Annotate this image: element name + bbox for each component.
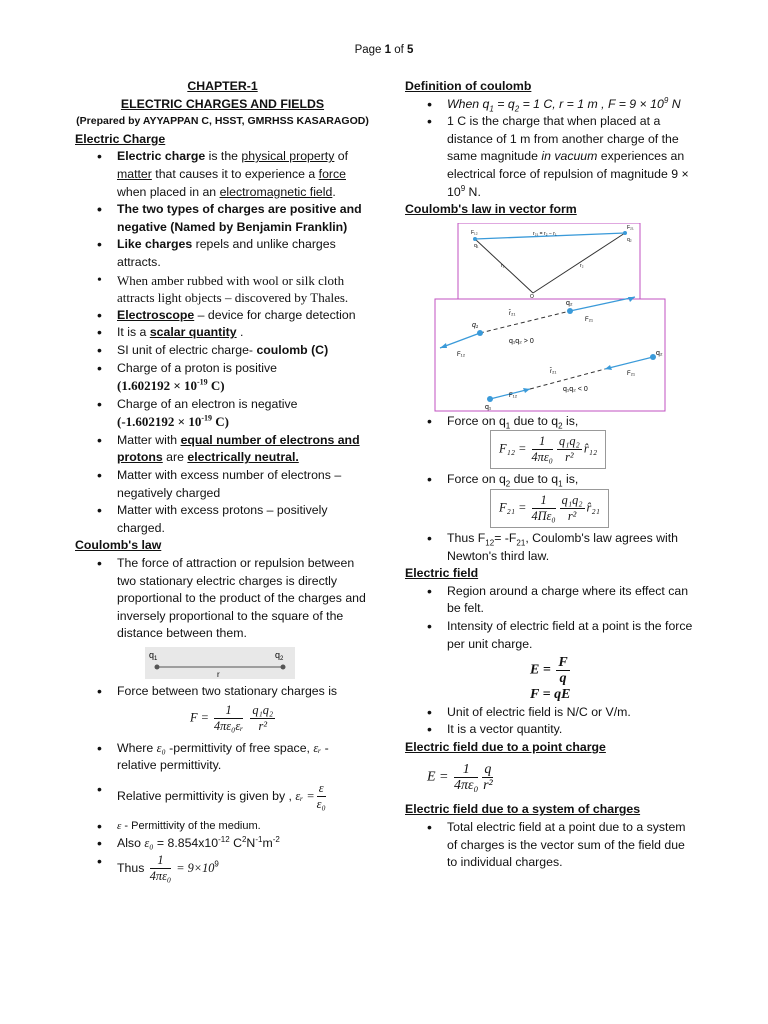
definition-list	[405, 96, 695, 202]
list-item: • It is a vector quantity.	[405, 721, 695, 739]
field-list	[405, 583, 695, 653]
label-condition-like: q₁q₂ > 0	[509, 337, 534, 345]
label-q1: q₁	[474, 242, 479, 249]
electric-charge-list	[75, 148, 370, 537]
label-r2: r₂	[580, 262, 584, 269]
list-item: • Region around a charge where its effect can be felt.	[405, 583, 695, 618]
equation-f12: F₁₂ = $\frac{1}{\text{4πε₀}}$ $\frac{\text{q₁q₂}}{\text{r²}}$ r̂₁₂	[490, 430, 695, 469]
list-item: • Charge of a proton is positive ($1.602192 \times 10^{-19}$ C)	[75, 360, 370, 396]
vector-list-3	[405, 530, 695, 565]
list-item: • Charge of an electron is negative ($-1.602192 \times 10^{-19}$ C)	[75, 396, 370, 432]
label-q2-bottom: q₂	[656, 349, 663, 357]
list-item: • Electric charge is the physical property of matter that causes it to experience a force when placed in an electromagnetic field.	[75, 148, 370, 201]
label-q2-top: q₂	[566, 299, 573, 307]
list-item: • Total electric field at a point due to a system of charges is the vector sum of the field due to individual charges.	[405, 819, 695, 872]
equation-e-equals-f-over-q: E = $\frac{F}{q}$	[530, 655, 568, 687]
list-item: • ε - Permittivity of the medium.	[75, 818, 370, 836]
chapter-label: CHAPTER-1	[187, 79, 258, 93]
label-r21-top: r̂₂₁	[509, 310, 516, 317]
equation-f21: F₂₁ = $\frac{1}{\text{4Πε₀}}$ $\frac{\text{q₁q₂}}{\text{r²}}$ r̂₂₁	[490, 489, 695, 528]
list-item: • Intensity of electric field at a point is the force per unit charge.	[405, 618, 695, 653]
label-f21-bottom: F₂₁	[627, 370, 636, 377]
list-item: • Force between two stationary charges is	[75, 683, 370, 701]
list-item: • Like charges repels and unlike charges attracts.	[75, 236, 370, 271]
right-column	[405, 78, 695, 872]
label-q1-top: q₁	[472, 321, 479, 329]
heading-electric-charge: Electric Charge	[75, 131, 166, 146]
arrowhead-f12-top	[440, 343, 447, 348]
vector-r2	[533, 230, 625, 293]
label-r21-bottom: r̂₂₁	[550, 368, 557, 375]
label-f12-top: F₁₂	[457, 351, 466, 358]
coulomb-list	[75, 555, 370, 643]
heading-electric-field: Electric field	[405, 566, 479, 581]
list-item: • Matter with excess protons – positively charged.	[75, 502, 370, 537]
heading-point-charge: Electric field due to a point charge	[405, 739, 606, 754]
vector-list	[405, 413, 695, 431]
link-electromagnetic-field[interactable]: electromagnetic field	[219, 184, 333, 199]
charge-q1-top	[477, 330, 483, 336]
list-item: • Unit of electric field is N/C or V/m.	[405, 704, 695, 722]
heading-definition-coulomb: Definition of coulomb	[405, 79, 532, 93]
left-column	[75, 78, 370, 884]
coulomb-list-2	[75, 683, 370, 701]
label-origin: O	[530, 293, 534, 300]
arrow-f21-bottom	[605, 357, 653, 369]
equation-point-charge-field: E = $\frac{1}{\text{4πε₀}}$ $\frac{q}{\text{r²}}$	[427, 762, 493, 794]
chapter-title: ELECTRIC CHARGES AND FIELDS	[120, 96, 325, 111]
label-q1: $q_1$	[149, 650, 158, 662]
label-f21-top: F₂₁	[585, 316, 594, 323]
label-q2: q₂	[627, 236, 632, 243]
list-item: • 1 C is the charge that when placed at a distance of 1 m from another charge of the same magnitude in vacuum experiences an electrical force of repulsion of magnitude $9 \times 10^9$ N.	[405, 113, 695, 201]
list-item: • Matter with excess number of electrons – negatively charged	[75, 467, 370, 502]
coulomb-list-3	[75, 740, 370, 884]
list-item: • Electroscope – device for charge detection	[75, 307, 370, 325]
list-item: • When $q_1 = q_2 = 1$ C, r = 1 m , $F = 9 \times 10^9$ N	[405, 96, 695, 114]
list-item: • Relative permittivity is given by , εᵣ = $\frac{\varepsilon}{\text{ε₀}}$	[75, 781, 370, 812]
vector-form-figures	[405, 223, 695, 413]
label-f12-bottom: F₁₂	[509, 392, 518, 399]
link-physical-property[interactable]: physical property	[241, 149, 335, 164]
list-item: • Also $\varepsilon_0 = 8.854x10^{-12}$ $C^2N^{-1}m^{-2}$	[75, 835, 370, 853]
list-item: • Force on $q_1$ due to $q_2$ is,	[405, 413, 695, 431]
label-r21: r₂₁ = r₂ − r₁	[533, 230, 557, 237]
heading-coulombs-law: Coulomb's law	[75, 538, 162, 553]
charge-q1	[473, 237, 477, 241]
list-item: • Thus $\frac{1}{\text{4πε₀}}$ = $9\times 10^9$	[75, 853, 370, 884]
label-condition-unlike: q₁q₂ < 0	[563, 385, 588, 393]
prepared-by: (Prepared by AYYAPPAN C, HSST, GMRHSS KASARAGOD)	[76, 115, 369, 128]
label-r1: r₁	[501, 262, 505, 269]
list-item: • It is a scalar quantity .	[75, 324, 370, 342]
list-item: • When amber rubbed with wool or silk cloth attracts light objects – discovered by Thales.	[75, 272, 370, 307]
heading-system-of-charges: Electric field due to a system of charges	[405, 802, 641, 817]
label-q2: $q_2$	[275, 650, 284, 662]
label-f12: F₁₂	[471, 229, 478, 236]
equation-f-equals-qe: F = qE	[530, 687, 571, 703]
field-list-2	[405, 704, 695, 739]
label-f21: F₂₁	[627, 224, 634, 231]
equation-coulomb-force: F = $\frac{1}{\text{4πε₀εᵣ}}$ $\frac{\text{q₁q₂}}{\text{r²}}$	[190, 702, 274, 733]
charge-q2-top	[567, 308, 573, 314]
link-matter[interactable]: matter	[117, 166, 152, 181]
heading-vector-form: Coulomb's law in vector form	[405, 202, 577, 217]
vector-list-2	[405, 471, 695, 489]
list-item: • Where ε₀ -permittivity of free space, εᵣ - relative permittivity.	[75, 740, 370, 775]
charge-q2	[623, 231, 627, 235]
list-item: • Force on $q_2$ due to $q_1$ is,	[405, 471, 695, 489]
page-header: Page 1 of 5	[354, 44, 414, 56]
link-force[interactable]: force	[318, 166, 346, 181]
list-item: • Matter with equal number of electrons and protons are electrically neutral.	[75, 432, 370, 467]
dashed-line-top	[480, 311, 570, 333]
charge-q1-dot	[155, 665, 160, 670]
label-r: r	[217, 670, 220, 679]
list-item: • Thus $F_{12}= -F_{21}$, Coulomb's law agrees with Newton's third law.	[405, 530, 695, 565]
list-item: • SI unit of electric charge- coulomb (C)	[75, 342, 370, 360]
two-charge-diagram	[145, 647, 370, 679]
list-item: • The two types of charges are positive and negative (Named by Benjamin Franklin)	[75, 201, 370, 236]
system-list	[405, 819, 695, 872]
label-q1-bottom: q₁	[485, 403, 492, 411]
list-item: • The force of attraction or repulsion between two stationary electric charges is directly proportional to the product of the charges and inversely proportional to the square of the distance between them.	[75, 555, 370, 643]
charge-q2-dot	[281, 665, 286, 670]
